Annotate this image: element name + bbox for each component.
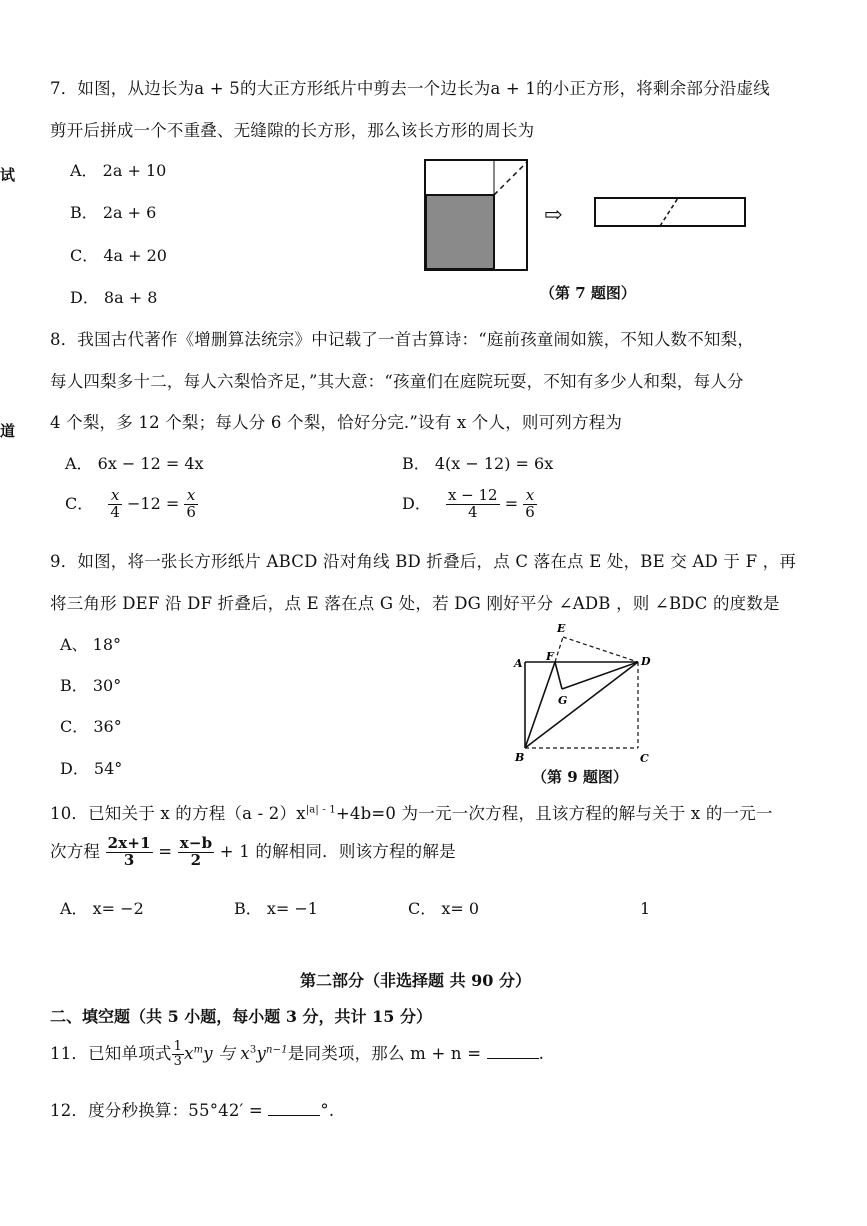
q9-diagonal-bd xyxy=(525,662,638,748)
q7-rectangle xyxy=(595,198,745,226)
q9-option-a: A、 18° xyxy=(60,635,122,654)
q10-line2: 次方程 $\frac{2x+1}{3}$ = $\frac{x-b}{2}$ + 1 的解相同．则该方程的解是 xyxy=(50,834,456,869)
q9-label-c: C xyxy=(640,752,649,765)
q7-option-c: C． 4a + 20 xyxy=(70,246,167,265)
q7-option-b: B． 2a + 6 xyxy=(70,203,157,222)
q10-option-b: B． x= −1 xyxy=(234,899,318,918)
q8-option-a: A． 6x − 12 = 4x xyxy=(65,454,204,473)
q8-line1: 8．我国古代著作《增删算法统宗》中记载了一首古算诗：“庭前孩童闹如簇，不知人数不知梨， xyxy=(50,330,755,349)
q10-option-d-fragment: 1 xyxy=(640,899,651,918)
q9-line-ed xyxy=(563,637,638,662)
q9-figure xyxy=(500,615,670,775)
q7-figure xyxy=(420,155,760,280)
q8-line2: 每人四梨多十二，每人六梨恰齐足，”其大意：“孩童们在庭院玩耍，不知有多少人和梨，每人分 xyxy=(50,372,744,391)
q8-line3: 4 个梨，多 12 个梨；每人分 6 个梨，恰好分完.”设有 x 个人，则可列方程为 xyxy=(50,413,623,432)
q7-arrow-icon: ⇨ xyxy=(544,203,563,228)
q7-option-d: D． 8a + 8 xyxy=(70,288,158,307)
q7-caption: （第 7 题图） xyxy=(540,284,636,302)
q9-line-fg xyxy=(555,662,562,689)
q9-caption: （第 9 题图） xyxy=(532,768,628,786)
q7-option-a: A． 2a + 10 xyxy=(70,161,167,180)
section2-heading: 二、填空题（共 5 小题，每小题 3 分，共计 15 分） xyxy=(50,1007,432,1026)
q10-line1: 10．已知关于 x 的方程$(a - 2)x^{|a| - 1}+4b=0$ 为一元一次方程，且该方程的解与关于 x 的一元一 xyxy=(50,804,773,823)
section2-title: 第二部分（非选择题 共 90 分） xyxy=(300,971,531,990)
margin-char-mid: 道 xyxy=(0,422,16,440)
q9-option-d: D． 54° xyxy=(60,759,123,778)
q9-line-bf xyxy=(525,662,555,748)
q12-answer-blank[interactable] xyxy=(268,1101,320,1116)
q9-label-f: F xyxy=(546,650,554,663)
q9-option-b: B． 30° xyxy=(60,676,122,695)
q8-option-b: B． 4(x − 12) = 6x xyxy=(402,454,554,473)
q9-line1: 9．如图，将一张长方形纸片 ABCD 沿对角线 BD 折叠后，点 C 落在点 E 处，BE 交 AD 于 F ，再 xyxy=(50,552,797,571)
q9-label-e: E xyxy=(557,622,566,635)
q7-line2: 剪开后拼成一个不重叠、无缝隙的长方形，那么该长方形的周长为 xyxy=(50,121,535,140)
q10-option-a: A． x= −2 xyxy=(60,899,144,918)
q9-line2: 将三角形 DEF 沿 DF 折叠后，点 E 落在点 G 处，若 DG 刚好平分 ∠ADB ，则 ∠BDC 的度数是 xyxy=(50,594,780,613)
q9-option-c: C． 36° xyxy=(60,717,122,736)
q7-small-square xyxy=(426,195,494,269)
q9-line-fe xyxy=(555,637,563,662)
q8-option-c: C． $\frac{x}{4}$ −12 = $\frac{x}{6}$ xyxy=(65,486,196,521)
q7-rect-cut xyxy=(660,198,678,226)
q8-option-d: D． $\frac{x - 12}{4}$ = $\frac{x}{6}$ xyxy=(402,486,535,521)
q11: 11．已知单项式 $\frac{1}{3}$ $x^my$ 与 $x^3y^{n-1}$是同类项，那么 m + n = . xyxy=(50,1039,545,1069)
q7-line1: 7．如图，从边长为a + 5的大正方形纸片中剪去一个边长为a + 1的小正方形，将剩余部分沿虚线 xyxy=(50,79,770,98)
q12: 12．度分秒换算：55°42′ = °. xyxy=(50,1101,335,1120)
q9-label-a: A xyxy=(514,657,523,670)
q11-answer-blank[interactable] xyxy=(487,1044,539,1059)
q9-label-d: D xyxy=(641,655,651,668)
q10-option-c: C． x= 0 xyxy=(408,899,480,918)
q7-cut-line xyxy=(494,162,527,195)
q9-label-b: B xyxy=(515,751,525,764)
margin-char-top: 试 xyxy=(0,166,16,184)
q9-line-gd xyxy=(562,662,638,689)
q9-label-g: G xyxy=(558,694,568,707)
